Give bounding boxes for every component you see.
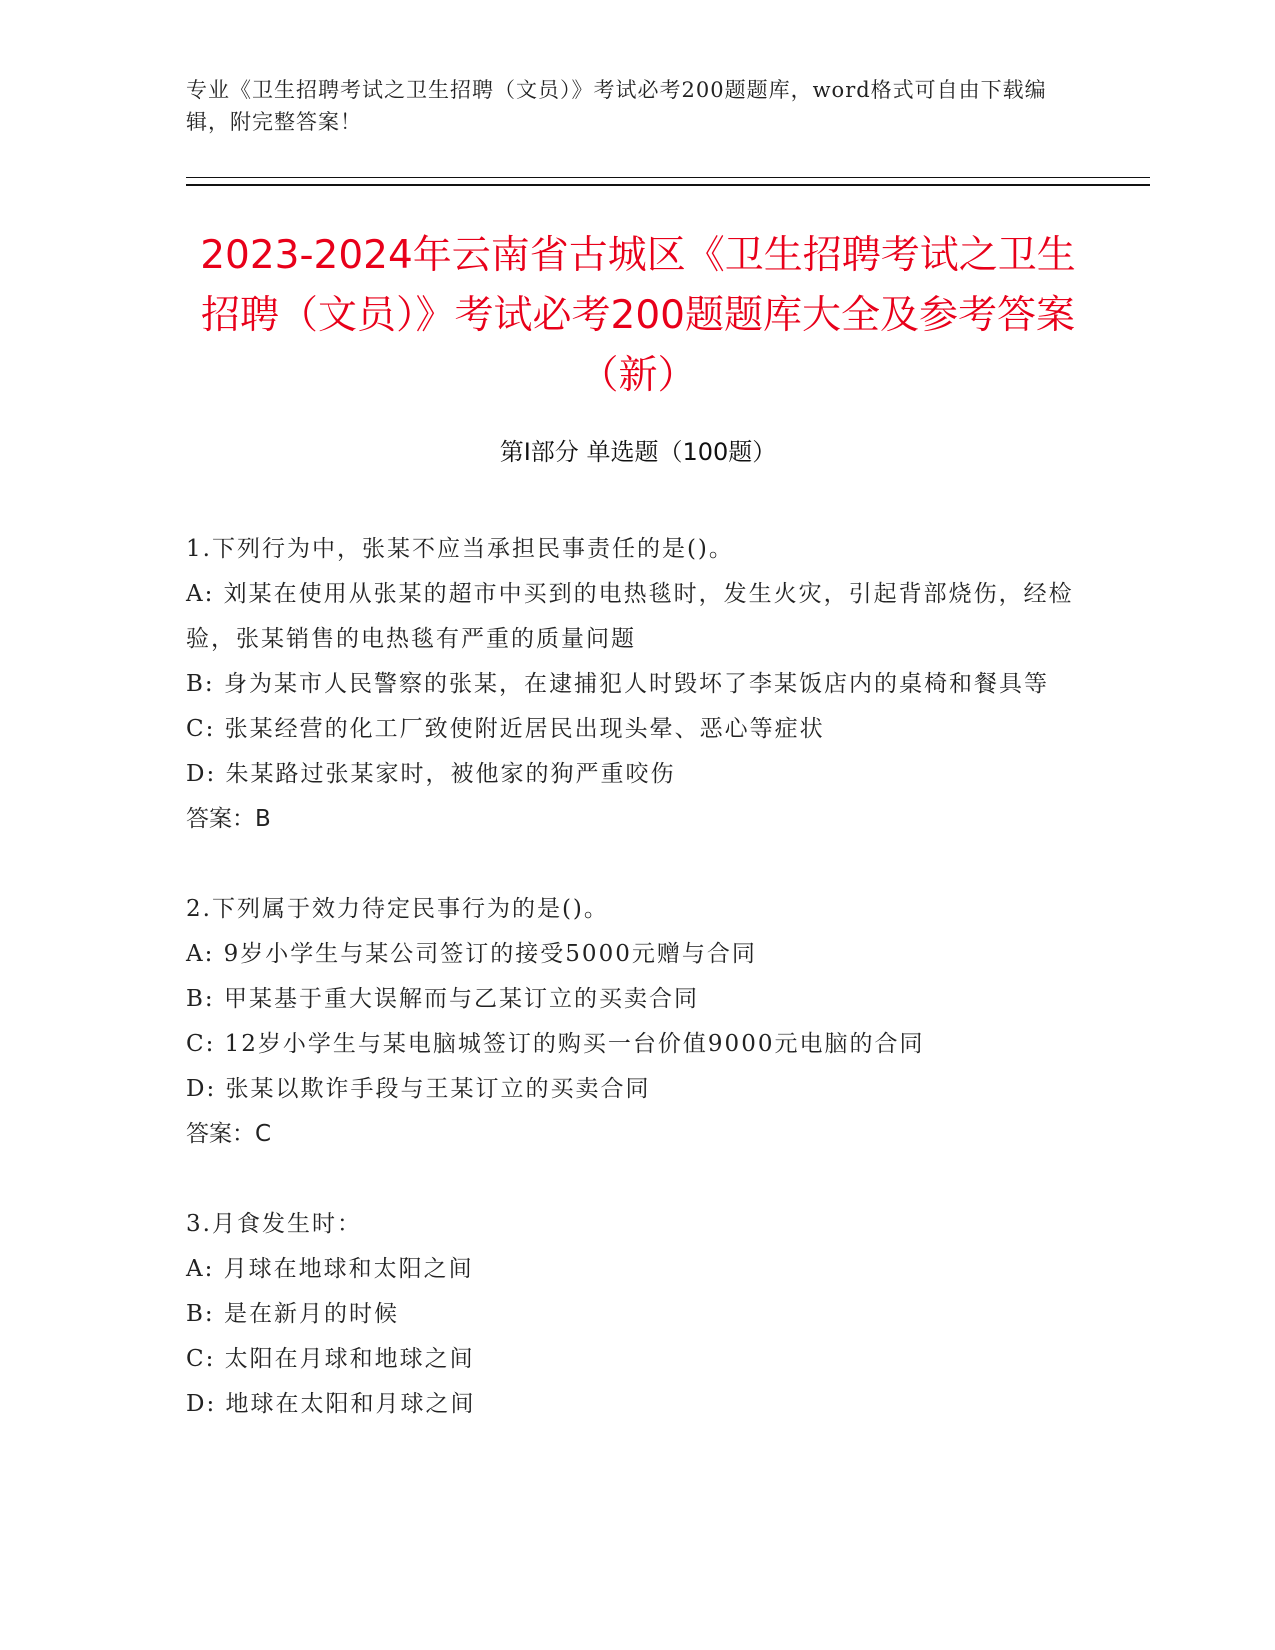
option-a: A: 月球在地球和太阳之间 bbox=[186, 1256, 474, 1282]
option-b: B: 身为某市人民警察的张某，在逮捕犯人时毁坏了李某饭店内的桌椅和餐具等 bbox=[186, 671, 1049, 697]
option-d: D: 朱某路过张某家时，被他家的狗严重咬伤 bbox=[186, 761, 676, 787]
question-1 bbox=[186, 527, 1090, 842]
option-b: B: 是在新月的时候 bbox=[186, 1301, 399, 1327]
question-2 bbox=[186, 887, 1090, 1157]
option-c: C: 张某经营的化工厂致使附近居民出现头晕、恶心等症状 bbox=[186, 716, 825, 742]
question-list bbox=[186, 527, 1090, 1472]
document-title: 2023-2024年云南省古城区《卫生招聘考试之卫生招聘（文员）》考试必考200题题库大全及参考答案（新） bbox=[200, 233, 1076, 398]
answer-label: 答案：B bbox=[186, 806, 271, 832]
question-stem: 2.下列属于效力待定民事行为的是()。 bbox=[186, 896, 609, 922]
option-a: A: 9岁小学生与某公司签订的接受5000元赠与合同 bbox=[186, 941, 757, 967]
question-stem: 1.下列行为中，张某不应当承担民事责任的是()。 bbox=[186, 536, 734, 562]
option-a: A: 刘某在使用从张某的超市中买到的电热毯时，发生火灾，引起背部烧伤，经检验，张某销售的电热毯有严重的质量问题 bbox=[186, 581, 1074, 652]
option-b: B: 甲某基于重大误解而与乙某订立的买卖合同 bbox=[186, 986, 699, 1012]
option-d: D: 地球在太阳和月球之间 bbox=[186, 1391, 476, 1417]
option-d: D: 张某以欺诈手段与王某订立的买卖合同 bbox=[186, 1076, 651, 1102]
question-stem: 3.月食发生时： bbox=[186, 1211, 362, 1237]
answer-label: 答案：C bbox=[186, 1121, 272, 1147]
option-c: C: 12岁小学生与某电脑城签订的购买一台价值9000元电脑的合同 bbox=[186, 1031, 925, 1057]
intro-text: 专业《卫生招聘考试之卫生招聘（文员）》考试必考200题题库，word格式可自由下载编辑，附完整答案！ bbox=[186, 78, 1047, 134]
option-c: C: 太阳在月球和地球之间 bbox=[186, 1346, 475, 1372]
question-3 bbox=[186, 1202, 1090, 1427]
section-title: 第Ⅰ部分 单选题（100题） bbox=[499, 438, 777, 466]
header-divider-thick bbox=[186, 184, 1150, 186]
header-divider bbox=[186, 177, 1150, 178]
